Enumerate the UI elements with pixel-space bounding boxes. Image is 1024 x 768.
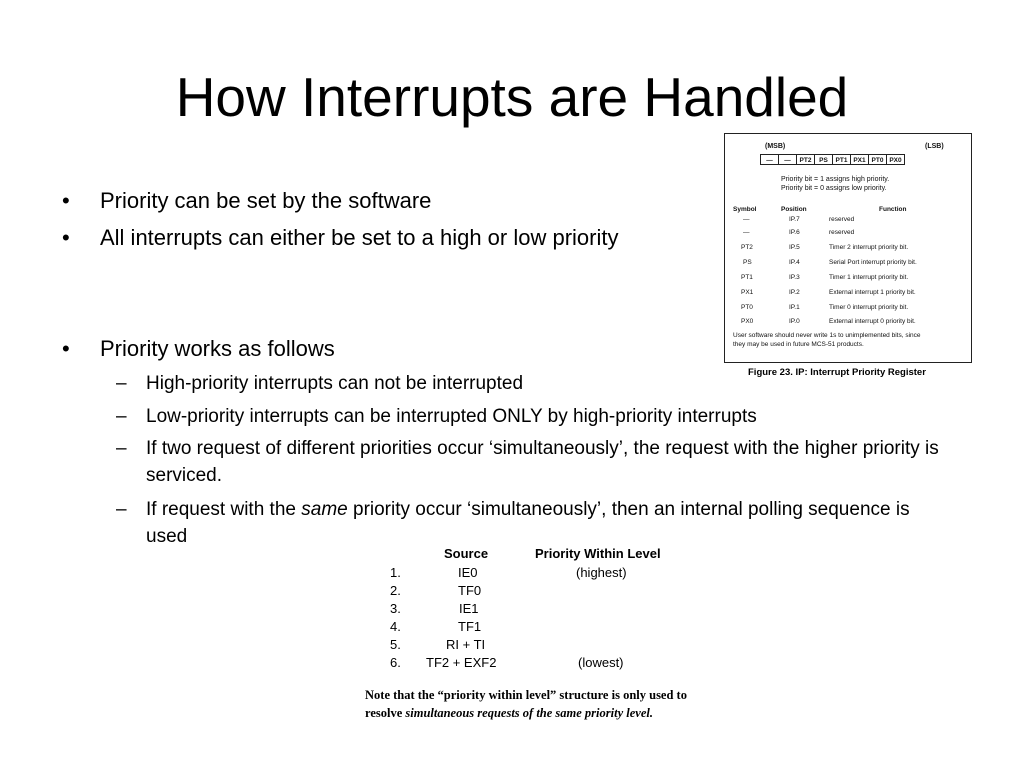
bullet-marker: • (62, 188, 70, 213)
ip-symbol: PT2 (741, 244, 753, 251)
ip-table-row (731, 258, 967, 268)
sub-bullet-marker: – (116, 438, 127, 459)
ip-position: IP.6 (789, 229, 800, 236)
priority-level-table (360, 546, 720, 681)
ip-position: IP.5 (789, 244, 800, 251)
sub-bullet-text (146, 496, 946, 550)
position-header: Position (781, 206, 807, 213)
ip-function: External interrupt 1 priority bit. (829, 289, 916, 296)
priority-row-level: (highest) (576, 565, 627, 580)
priority-note-text: Note that the “priority within level” structure is only used to resolve (365, 688, 687, 720)
ip-symbol: PT0 (741, 304, 753, 311)
bullet-text: Priority works as follows (100, 336, 335, 361)
bullet-marker: • (62, 225, 70, 250)
ip-position: IP.2 (789, 289, 800, 296)
ip-table-row (731, 288, 967, 298)
priority-row-source: TF1 (458, 619, 482, 634)
priority-row-source: TF2 + EXF2 (426, 655, 497, 670)
priority-row-source: IE1 (459, 601, 479, 616)
ip-function: External interrupt 0 priority bit. (829, 318, 916, 325)
ip-footer-line-2: they may be used in future MCS-51 products. (733, 341, 864, 348)
priority-row-level: (lowest) (578, 655, 624, 670)
priority-row (360, 637, 720, 655)
sub-bullet-emphasis: same (301, 499, 348, 520)
figure-caption: Figure 23. IP: Interrupt Priority Register (748, 367, 926, 378)
priority-row-number: 5. (390, 637, 401, 652)
sub-bullet-text-after: priority occur ‘simultaneously’, then an internal polling sequence is used (146, 499, 910, 547)
ip-table-row (731, 215, 967, 225)
ip-symbol: PT1 (741, 274, 753, 281)
lsb-label: (LSB) (925, 143, 944, 150)
priority-row (360, 601, 720, 619)
priority-note-emphasis: simultaneous requests of the same priority level. (405, 706, 653, 720)
ip-position: IP.3 (789, 274, 800, 281)
ip-function: reserved (829, 216, 855, 223)
bullet-text: All interrupts can either be set to a high or low priority (100, 225, 619, 250)
ip-function: Timer 0 interrupt priority bit. (829, 304, 909, 311)
priority-note (365, 686, 715, 722)
priority-row-source: RI + TI (446, 637, 486, 652)
bullet-marker: • (62, 336, 70, 361)
register-bit: PT0 (868, 154, 887, 165)
register-bit: PS (814, 154, 833, 165)
sub-bullet-marker: – (116, 373, 127, 394)
ip-footer-line-1: User software should never write 1s to unimplemented bits, since (733, 332, 921, 339)
sub-bullet-text-before: If request with the (146, 499, 302, 520)
priority-row-number: 3. (390, 601, 401, 616)
ip-position: IP.7 (789, 216, 800, 223)
priority-row (360, 655, 720, 673)
sub-bullet-text: If two request of different priorities occur ‘simultaneously’, the request with the higher priority is serviced. (146, 438, 939, 486)
function-header: Function (879, 206, 907, 213)
symbol-header: Symbol (733, 206, 757, 213)
ip-function: reserved (829, 229, 855, 236)
sub-bullet-marker: – (116, 406, 127, 427)
register-bit: — (778, 154, 797, 165)
slide-title: How Interrupts are Handled (175, 66, 849, 128)
ip-function: Serial Port interrupt priority bit. (829, 259, 917, 266)
priority-row (360, 583, 720, 601)
priority-note-low: Priority bit = 0 assigns low priority. (781, 185, 887, 192)
priority-row-source: TF0 (458, 583, 482, 598)
priority-row-number: 2. (390, 583, 401, 598)
priority-row (360, 619, 720, 637)
ip-symbol: PX0 (741, 318, 754, 325)
sub-bullet-marker: – (116, 499, 127, 520)
ip-table-row (731, 317, 967, 327)
register-bit: — (760, 154, 779, 165)
ip-register-figure (724, 133, 972, 363)
msb-label: (MSB) (765, 143, 786, 150)
ip-table-row (731, 303, 967, 313)
ip-position: IP.4 (789, 259, 800, 266)
ip-function: Timer 1 interrupt priority bit. (829, 274, 909, 281)
priority-note-high: Priority bit = 1 assigns high priority. (781, 176, 890, 183)
priority-within-level-header: Priority Within Level (535, 546, 661, 561)
bullet-text: Priority can be set by the software (100, 188, 432, 213)
ip-function: Timer 2 interrupt priority bit. (829, 244, 909, 251)
register-bit: PX0 (886, 154, 905, 165)
ip-position: IP.1 (789, 304, 800, 311)
ip-table-row (731, 243, 967, 253)
ip-table-row (731, 228, 967, 238)
sub-bullet-text: High-priority interrupts can not be interrupted (146, 373, 524, 394)
ip-symbol: PX1 (741, 289, 754, 296)
ip-symbol: — (743, 216, 750, 223)
register-bit: PT1 (832, 154, 851, 165)
ip-table-header (731, 205, 967, 215)
ip-table-row (731, 273, 967, 283)
source-header: Source (444, 546, 489, 561)
priority-row-number: 1. (390, 565, 401, 580)
register-bit-row (761, 154, 905, 165)
ip-symbol: — (743, 229, 750, 236)
priority-row (360, 565, 720, 583)
ip-symbol: PS (743, 259, 752, 266)
sub-bullet-text: Low-priority interrupts can be interrupted ONLY by high-priority interrupts (146, 406, 757, 427)
register-bit: PX1 (850, 154, 869, 165)
ip-position: IP.0 (789, 318, 800, 325)
priority-row-number: 4. (390, 619, 401, 634)
priority-row-source: IE0 (458, 565, 478, 580)
register-bit: PT2 (796, 154, 815, 165)
priority-row-number: 6. (390, 655, 401, 670)
